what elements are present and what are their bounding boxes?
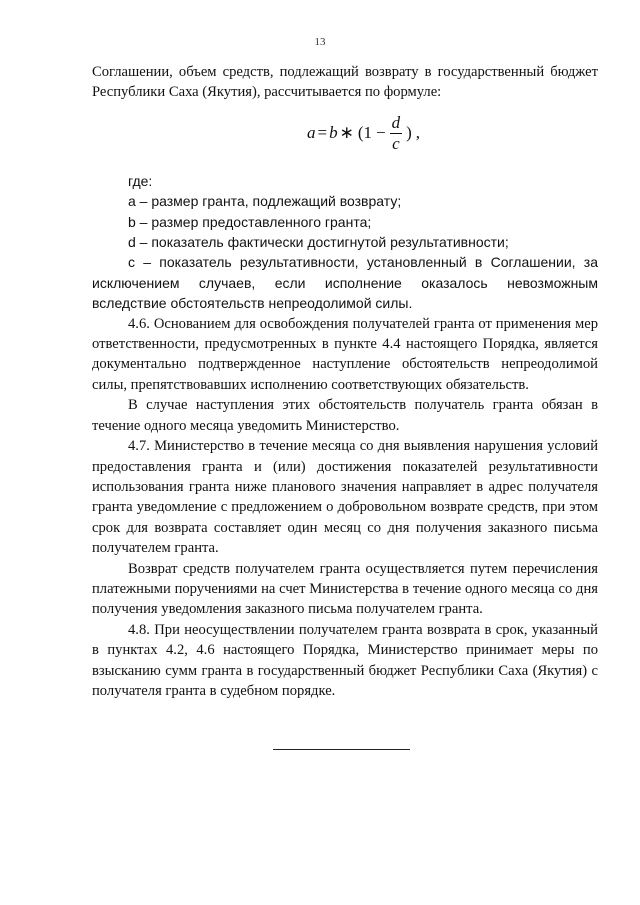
definition-d: d – показатель фактически достигнутой результативности;: [128, 234, 509, 251]
definition-c: c – показатель результативности, установленный в Соглашении, за исключением случаев, если исполнение оказалось невозможным вследствие обстоятельств непреодолимой силы.: [92, 254, 598, 312]
paragraph-4-6-notice: В случае наступления этих обстоятельств получатель гранта обязан в течение одного месяца уведомить Министерство.: [92, 397, 598, 434]
formula-open: (1: [357, 123, 373, 143]
formula-block: [92, 109, 598, 169]
paragraph-4-7-return: Возврат средств получателем гранта осуществляется путем перечисления платежными поручениями на счет Министерства в течение одного месяца со дня получения уведомления заказного письма получателем гранта.: [92, 560, 598, 618]
refund-formula: [307, 113, 422, 154]
page-number: 13: [314, 36, 326, 48]
paragraph-where: где:: [128, 172, 153, 189]
formula-equals: =: [317, 123, 328, 143]
end-separator-line: [273, 749, 410, 750]
document-body: [92, 62, 598, 701]
paragraph-4-7: 4.7. Министерство в течение месяца со дня выявления нарушения условий предоставления гранта и (или) достижения показателей результативности использования гранта ниже планового значения направляет в адрес получателя гранта уведомление с предложением о добровольном возврате средств, при этом срок для возврата составляет один месяц со дня получения заказного письма получателем гранта.: [92, 438, 598, 557]
formula-close: ): [406, 123, 412, 143]
formula-times: ∗: [339, 123, 354, 143]
formula-trail: ,: [415, 123, 421, 143]
paragraph-4-6: 4.6. Основанием для освобождения получателей гранта от применения мер ответственности, предусмотренных в пункте 4.4 настоящего Порядка, является документально подтвержденное наступление обстоятельств непреодолимой силы, препятствовавших исполнению соответствующих обязательств.: [92, 315, 598, 393]
paragraph-intro: Соглашении, объем средств, подлежащий возврату в государственный бюджет Республики Саха (Якутия), рассчитывается по формуле:: [92, 64, 598, 101]
formula-numerator: d: [391, 112, 401, 132]
definition-b: b – размер предоставленного гранта;: [128, 213, 372, 230]
formula-b: b: [329, 123, 338, 143]
definition-a: a – размер гранта, подлежащий возврату;: [128, 193, 402, 210]
formula-a: a: [307, 123, 316, 143]
paragraph-4-8: 4.8. При неосуществлении получателем гранта возврата в срок, указанный в пунктах 4.2, 4.6 настоящего Порядка, Министерство принимает меры по взысканию сумм гранта в государственный бюджет Республики Саха (Якутия) с получателя гранта в судебном порядке.: [92, 621, 598, 699]
formula-denominator: c: [392, 133, 400, 153]
formula-fraction: [390, 113, 403, 154]
formula-minus: −: [376, 123, 386, 143]
